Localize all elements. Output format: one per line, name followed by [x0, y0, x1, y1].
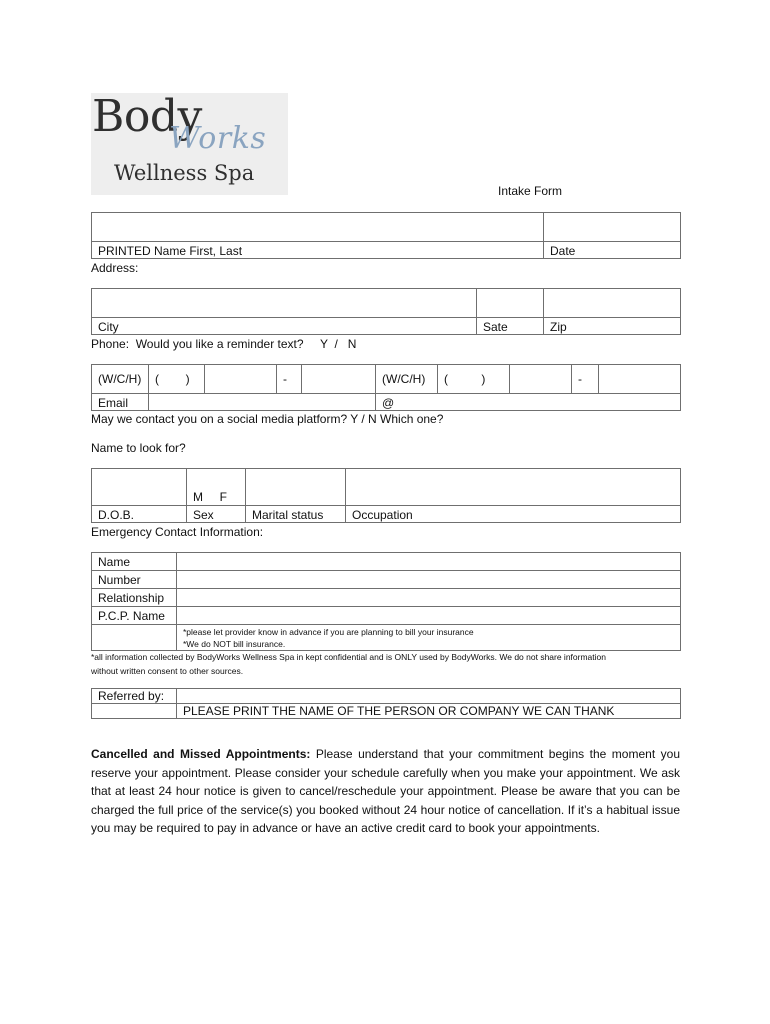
- emergency-contact-label: Emergency Contact Information:: [91, 525, 264, 539]
- marital-input-field[interactable]: [246, 469, 346, 506]
- emergency-relationship-label: Relationship: [92, 589, 177, 607]
- date-label: Date: [544, 242, 681, 259]
- personal-info-table: [91, 468, 681, 523]
- city-input-field[interactable]: [92, 289, 477, 318]
- emergency-contact-table: [91, 552, 681, 651]
- social-name-label: Name to look for?: [91, 441, 186, 455]
- state-input-field[interactable]: [477, 289, 544, 318]
- phone1-prefix-field[interactable]: [205, 365, 277, 394]
- phone-email-table: [91, 364, 681, 411]
- phone2-prefix-field[interactable]: [510, 365, 572, 394]
- emergency-number-label: Number: [92, 571, 177, 589]
- address-label: Address:: [91, 261, 139, 275]
- logo: [91, 93, 288, 195]
- dob-input-field[interactable]: [92, 469, 187, 506]
- insurance-note: [177, 625, 681, 651]
- phone2-line-field[interactable]: [599, 365, 681, 394]
- sex-label: Sex: [187, 506, 246, 523]
- phone-label: Phone: Would you like a reminder text? Y / N: [91, 337, 357, 351]
- logo-text-works: Works: [169, 121, 267, 156]
- phone1-type-label: (W/C/H): [92, 365, 149, 394]
- logo-text-spa: Wellness Spa: [114, 161, 255, 185]
- email-user-field[interactable]: [149, 394, 376, 411]
- phone1-dash: -: [277, 365, 302, 394]
- referred-by-table: [91, 688, 681, 719]
- zip-label: Zip: [544, 318, 681, 335]
- email-domain-field[interactable]: @: [376, 394, 681, 411]
- name-input-field[interactable]: [92, 213, 544, 242]
- insurance-empty-cell: [92, 625, 177, 651]
- phone1-line-field[interactable]: [302, 365, 376, 394]
- emergency-name-label: Name: [92, 553, 177, 571]
- occupation-input-field[interactable]: [346, 469, 681, 506]
- referred-by-field[interactable]: [177, 689, 681, 704]
- phone2-dash: -: [572, 365, 599, 394]
- referred-by-note: PLEASE PRINT THE NAME OF THE PERSON OR COMPANY WE CAN THANK: [177, 704, 681, 719]
- logo-text-body: Body: [92, 91, 202, 142]
- city-state-zip-table: [91, 288, 681, 335]
- name-label: PRINTED Name First, Last: [92, 242, 544, 259]
- confidential-note-2: without written consent to other sources.: [91, 666, 244, 676]
- referred-empty-cell: [92, 704, 177, 719]
- confidential-note-1: *all information collected by BodyWorks Wellness Spa in kept confidential and is ONLY used by BodyWorks. We do not share information: [91, 652, 606, 662]
- insurance-note-2: *We do NOT bill insurance.: [183, 638, 286, 649]
- email-label: Email: [92, 394, 149, 411]
- sex-options[interactable]: M F: [187, 469, 246, 506]
- date-input-field[interactable]: [544, 213, 681, 242]
- emergency-name-field[interactable]: [177, 553, 681, 571]
- occupation-label: Occupation: [346, 506, 681, 523]
- name-date-table: [91, 212, 681, 259]
- insurance-note-1: *please let provider know in advance if you are planning to bill your insurance: [183, 626, 474, 637]
- pcp-name-field[interactable]: [177, 607, 681, 625]
- state-label: Sate: [477, 318, 544, 335]
- phone2-area-code-field[interactable]: ( ): [438, 365, 510, 394]
- referred-by-label: Referred by:: [92, 689, 177, 704]
- marital-label: Marital status: [246, 506, 346, 523]
- dob-label: D.O.B.: [92, 506, 187, 523]
- emergency-number-field[interactable]: [177, 571, 681, 589]
- city-label: City: [92, 318, 477, 335]
- phone1-area-code-field[interactable]: ( ): [149, 365, 205, 394]
- zip-input-field[interactable]: [544, 289, 681, 318]
- social-media-label: May we contact you on a social media platform? Y / N Which one?: [91, 412, 444, 426]
- cancellation-policy: [91, 745, 680, 838]
- cancellation-policy-heading: Cancelled and Missed Appointments:: [91, 747, 311, 761]
- phone2-type-label: (W/C/H): [376, 365, 438, 394]
- emergency-relationship-field[interactable]: [177, 589, 681, 607]
- form-title: Intake Form: [498, 184, 563, 198]
- cancellation-policy-text: Please understand that your commitment begins the moment you reserve your appointment. Please consider your schedule carefully when you make your appointment. We ask that at least 24 hour notice is given to cancel/reschedule your appointment. Please be aware that you can be charged the full price of the service(s) you booked without 24 hour notice of cancellation. If it’s a habitual issue you may be required to pay in advance or have an active credit card to book your appointments.: [91, 747, 680, 836]
- pcp-name-label: P.C.P. Name: [92, 607, 177, 625]
